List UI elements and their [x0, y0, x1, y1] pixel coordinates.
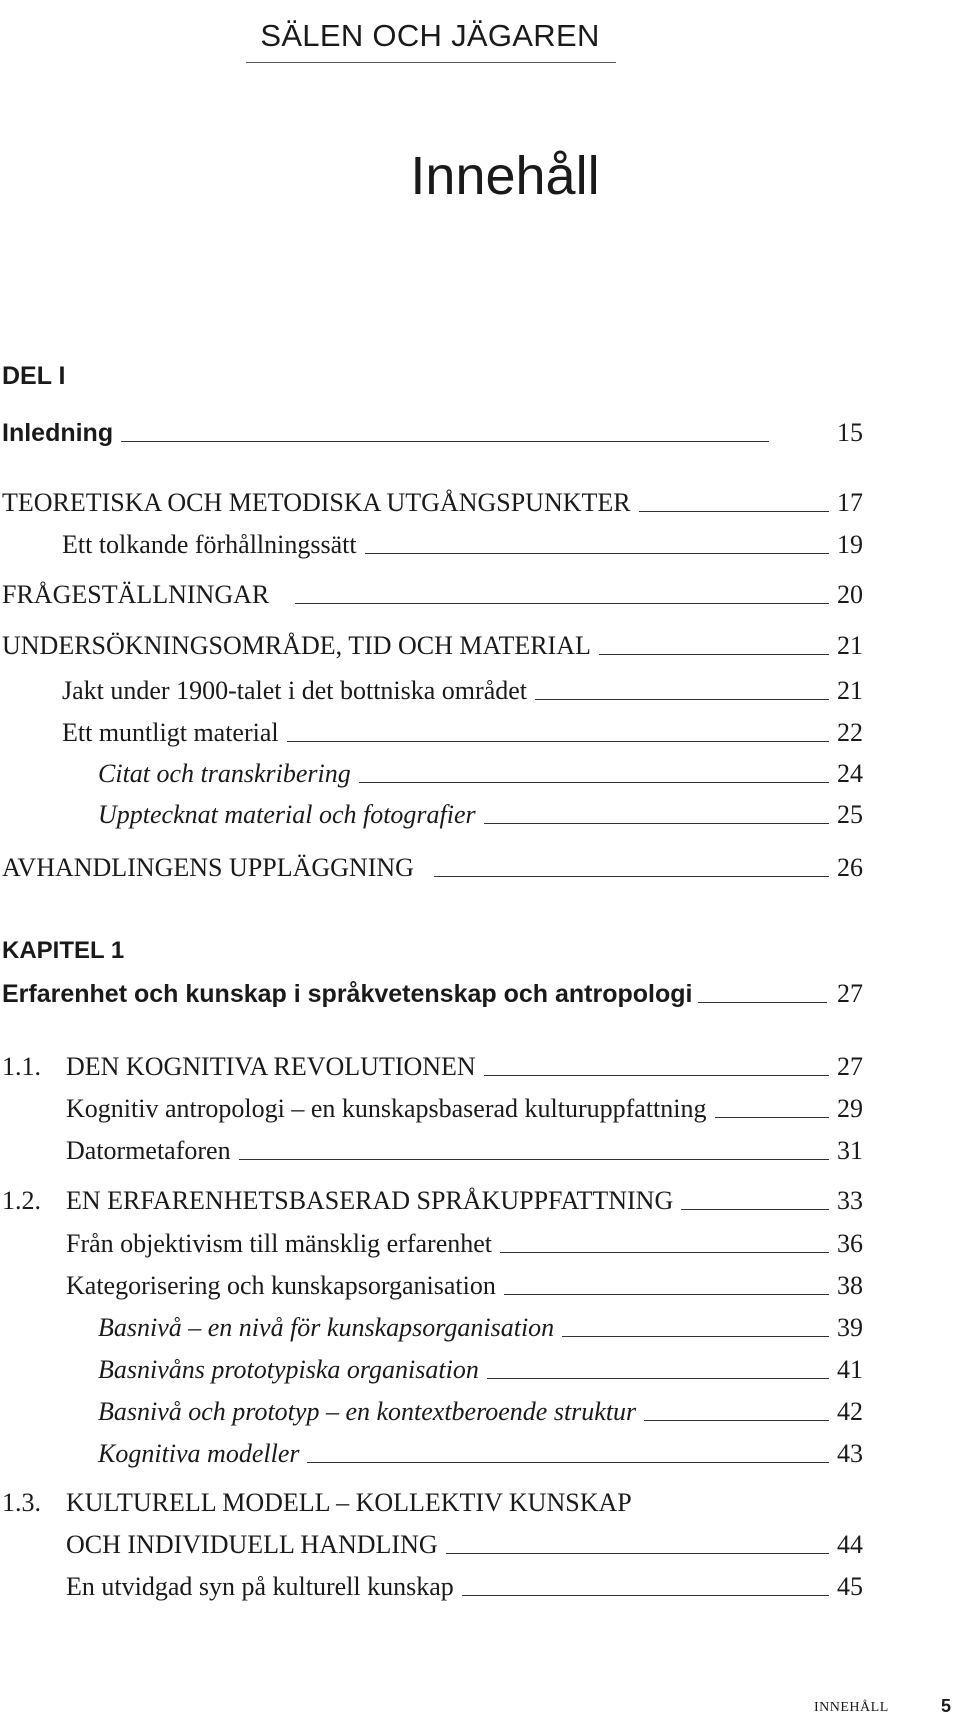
- page-title: Innehåll: [410, 146, 600, 206]
- toc-entry[interactable]: [62, 676, 863, 706]
- toc-section[interactable]: [66, 1052, 863, 1082]
- toc-entry[interactable]: [2, 631, 863, 661]
- toc-entry[interactable]: [62, 530, 863, 560]
- toc-entry[interactable]: [2, 488, 863, 518]
- leader-line: [639, 511, 829, 512]
- toc-entry-title: DEN KOGNITIVA REVOLUTIONEN: [66, 1052, 476, 1081]
- toc-entry-page: 26: [837, 853, 863, 882]
- running-title-rule: [246, 62, 616, 63]
- toc-entry-title: Från objektivism till mänsklig erfarenhet: [66, 1229, 493, 1258]
- toc-entry-page: 20: [837, 580, 863, 609]
- toc-entry[interactable]: [66, 1094, 863, 1124]
- toc-entry[interactable]: [2, 853, 863, 883]
- footer-page-number: 5: [941, 1696, 952, 1716]
- leader-line: [562, 1336, 829, 1337]
- toc-entry-title: Citat och transkribering: [98, 759, 351, 788]
- leader-line: [365, 553, 829, 554]
- toc-entry[interactable]: [66, 1572, 863, 1602]
- toc-section[interactable]: [66, 1186, 863, 1216]
- toc-entry-title: OCH INDIVIDUELL HANDLING: [66, 1530, 438, 1559]
- leader-line: [681, 1209, 829, 1210]
- leader-line: [599, 654, 829, 655]
- toc-entry-page: 38: [837, 1271, 863, 1300]
- toc-entry-title: Inledning: [2, 419, 114, 447]
- leader-line: [121, 441, 769, 442]
- toc-entry-title: Upptecknat material och fotografier: [98, 800, 476, 829]
- leader-line: [504, 1294, 829, 1295]
- toc-entry-chapter[interactable]: [2, 979, 863, 1009]
- toc-entry-title: Ett tolkande förhållningssätt: [62, 530, 357, 559]
- part-label: DEL I: [2, 362, 66, 390]
- toc-entry-page: 25: [837, 800, 863, 829]
- leader-line: [500, 1252, 829, 1253]
- toc-entry-title: Basnivå och prototyp – en kontextberoende struktur: [98, 1397, 637, 1426]
- toc-entry-page: 44: [837, 1530, 863, 1559]
- toc-entry-title: FRÅGESTÄLLNINGAR: [2, 580, 270, 609]
- leader-line: [287, 741, 829, 742]
- toc-entry[interactable]: [98, 1397, 863, 1427]
- toc-entry-page: 24: [837, 759, 863, 788]
- toc-entry-intro[interactable]: [2, 418, 863, 448]
- toc-entry-page: 27: [837, 979, 863, 1008]
- leader-line: [446, 1553, 829, 1554]
- toc-entry-page: 22: [837, 718, 863, 747]
- running-title: SÄLEN OCH JÄGAREN: [260, 18, 600, 53]
- leader-line: [487, 1378, 829, 1379]
- toc-section[interactable]: [66, 1530, 863, 1560]
- toc-entry[interactable]: [98, 1439, 863, 1469]
- leader-line: [307, 1462, 829, 1463]
- leader-line: [715, 1117, 829, 1118]
- toc-entry-page: 39: [837, 1313, 863, 1342]
- toc-entry[interactable]: [2, 580, 863, 610]
- toc-entry-title: Kategorisering och kunskapsorganisation: [66, 1271, 496, 1300]
- toc-entry-title: AVHANDLINGENS UPPLÄGGNING: [2, 853, 414, 882]
- leader-line: [434, 876, 829, 877]
- toc-entry[interactable]: [98, 800, 863, 830]
- leader-line: [462, 1595, 829, 1596]
- footer-section-label: INNEHÅLL: [814, 1700, 889, 1715]
- leader-line: [698, 1002, 827, 1003]
- section-number: 1.2.: [2, 1186, 41, 1215]
- toc-entry[interactable]: [98, 1313, 863, 1343]
- toc-entry-title: Erfarenhet och kunskap i språkvetenskap och antropologi: [2, 980, 693, 1008]
- toc-entry-page: 21: [837, 676, 863, 705]
- toc-entry-page: 27: [837, 1052, 863, 1081]
- toc-entry-title: Kognitiva modeller: [98, 1439, 300, 1468]
- toc-entry[interactable]: [98, 759, 863, 789]
- toc-entry-page: 41: [837, 1355, 863, 1384]
- toc-entry-title: Datormetaforen: [66, 1136, 231, 1165]
- leader-line: [295, 603, 829, 604]
- toc-entry[interactable]: [66, 1136, 863, 1166]
- toc-entry-page: 42: [837, 1397, 863, 1426]
- leader-line: [484, 823, 829, 824]
- toc-entry[interactable]: [62, 718, 863, 748]
- leader-line: [239, 1159, 829, 1160]
- toc-section-line1: [66, 1488, 863, 1518]
- toc-entry-page: 29: [837, 1094, 863, 1123]
- toc-entry[interactable]: [66, 1229, 863, 1259]
- section-number: 1.3.: [2, 1488, 41, 1517]
- toc-entry-page: 43: [837, 1439, 863, 1468]
- toc-entry-title: UNDERSÖKNINGSOMRÅDE, TID OCH MATERIAL: [2, 631, 591, 660]
- leader-line: [644, 1420, 829, 1421]
- toc-entry-page: 45: [837, 1572, 863, 1601]
- toc-entry-title: En utvidgad syn på kulturell kunskap: [66, 1572, 454, 1601]
- leader-line: [359, 782, 829, 783]
- section-number: 1.1.: [2, 1052, 41, 1081]
- toc-entry-title: Ett muntligt material: [62, 718, 279, 747]
- toc-entry-page: 36: [837, 1229, 863, 1258]
- toc-entry-page: 17: [837, 488, 863, 517]
- toc-entry-title: Kognitiv antropologi – en kunskapsbaserad kulturuppfattning: [66, 1094, 707, 1123]
- toc-entry-title: Jakt under 1900-talet i det bottniska området: [62, 676, 527, 705]
- chapter-label: KAPITEL 1: [2, 937, 125, 964]
- toc-entry-page: 21: [837, 631, 863, 660]
- toc-entry-title: Basnivåns prototypiska organisation: [98, 1355, 479, 1384]
- toc-entry-page: 19: [837, 530, 863, 559]
- leader-line: [484, 1075, 829, 1076]
- toc-entry[interactable]: [66, 1271, 863, 1301]
- toc-entry-page: 15: [837, 418, 863, 447]
- toc-entry-title: TEORETISKA OCH METODISKA UTGÅNGSPUNKTER: [2, 488, 631, 517]
- toc-entry-title: EN ERFARENHETSBASERAD SPRÅKUPPFATTNING: [66, 1186, 674, 1215]
- toc-entry-page: 31: [837, 1136, 863, 1165]
- leader-line: [535, 699, 829, 700]
- toc-entry-page: 33: [837, 1186, 863, 1215]
- toc-entry-title: KULTURELL MODELL – KOLLEKTIV KUNSKAP: [66, 1488, 632, 1517]
- toc-entry-title: Basnivå – en nivå för kunskapsorganisation: [98, 1313, 555, 1342]
- toc-entry[interactable]: [98, 1355, 863, 1385]
